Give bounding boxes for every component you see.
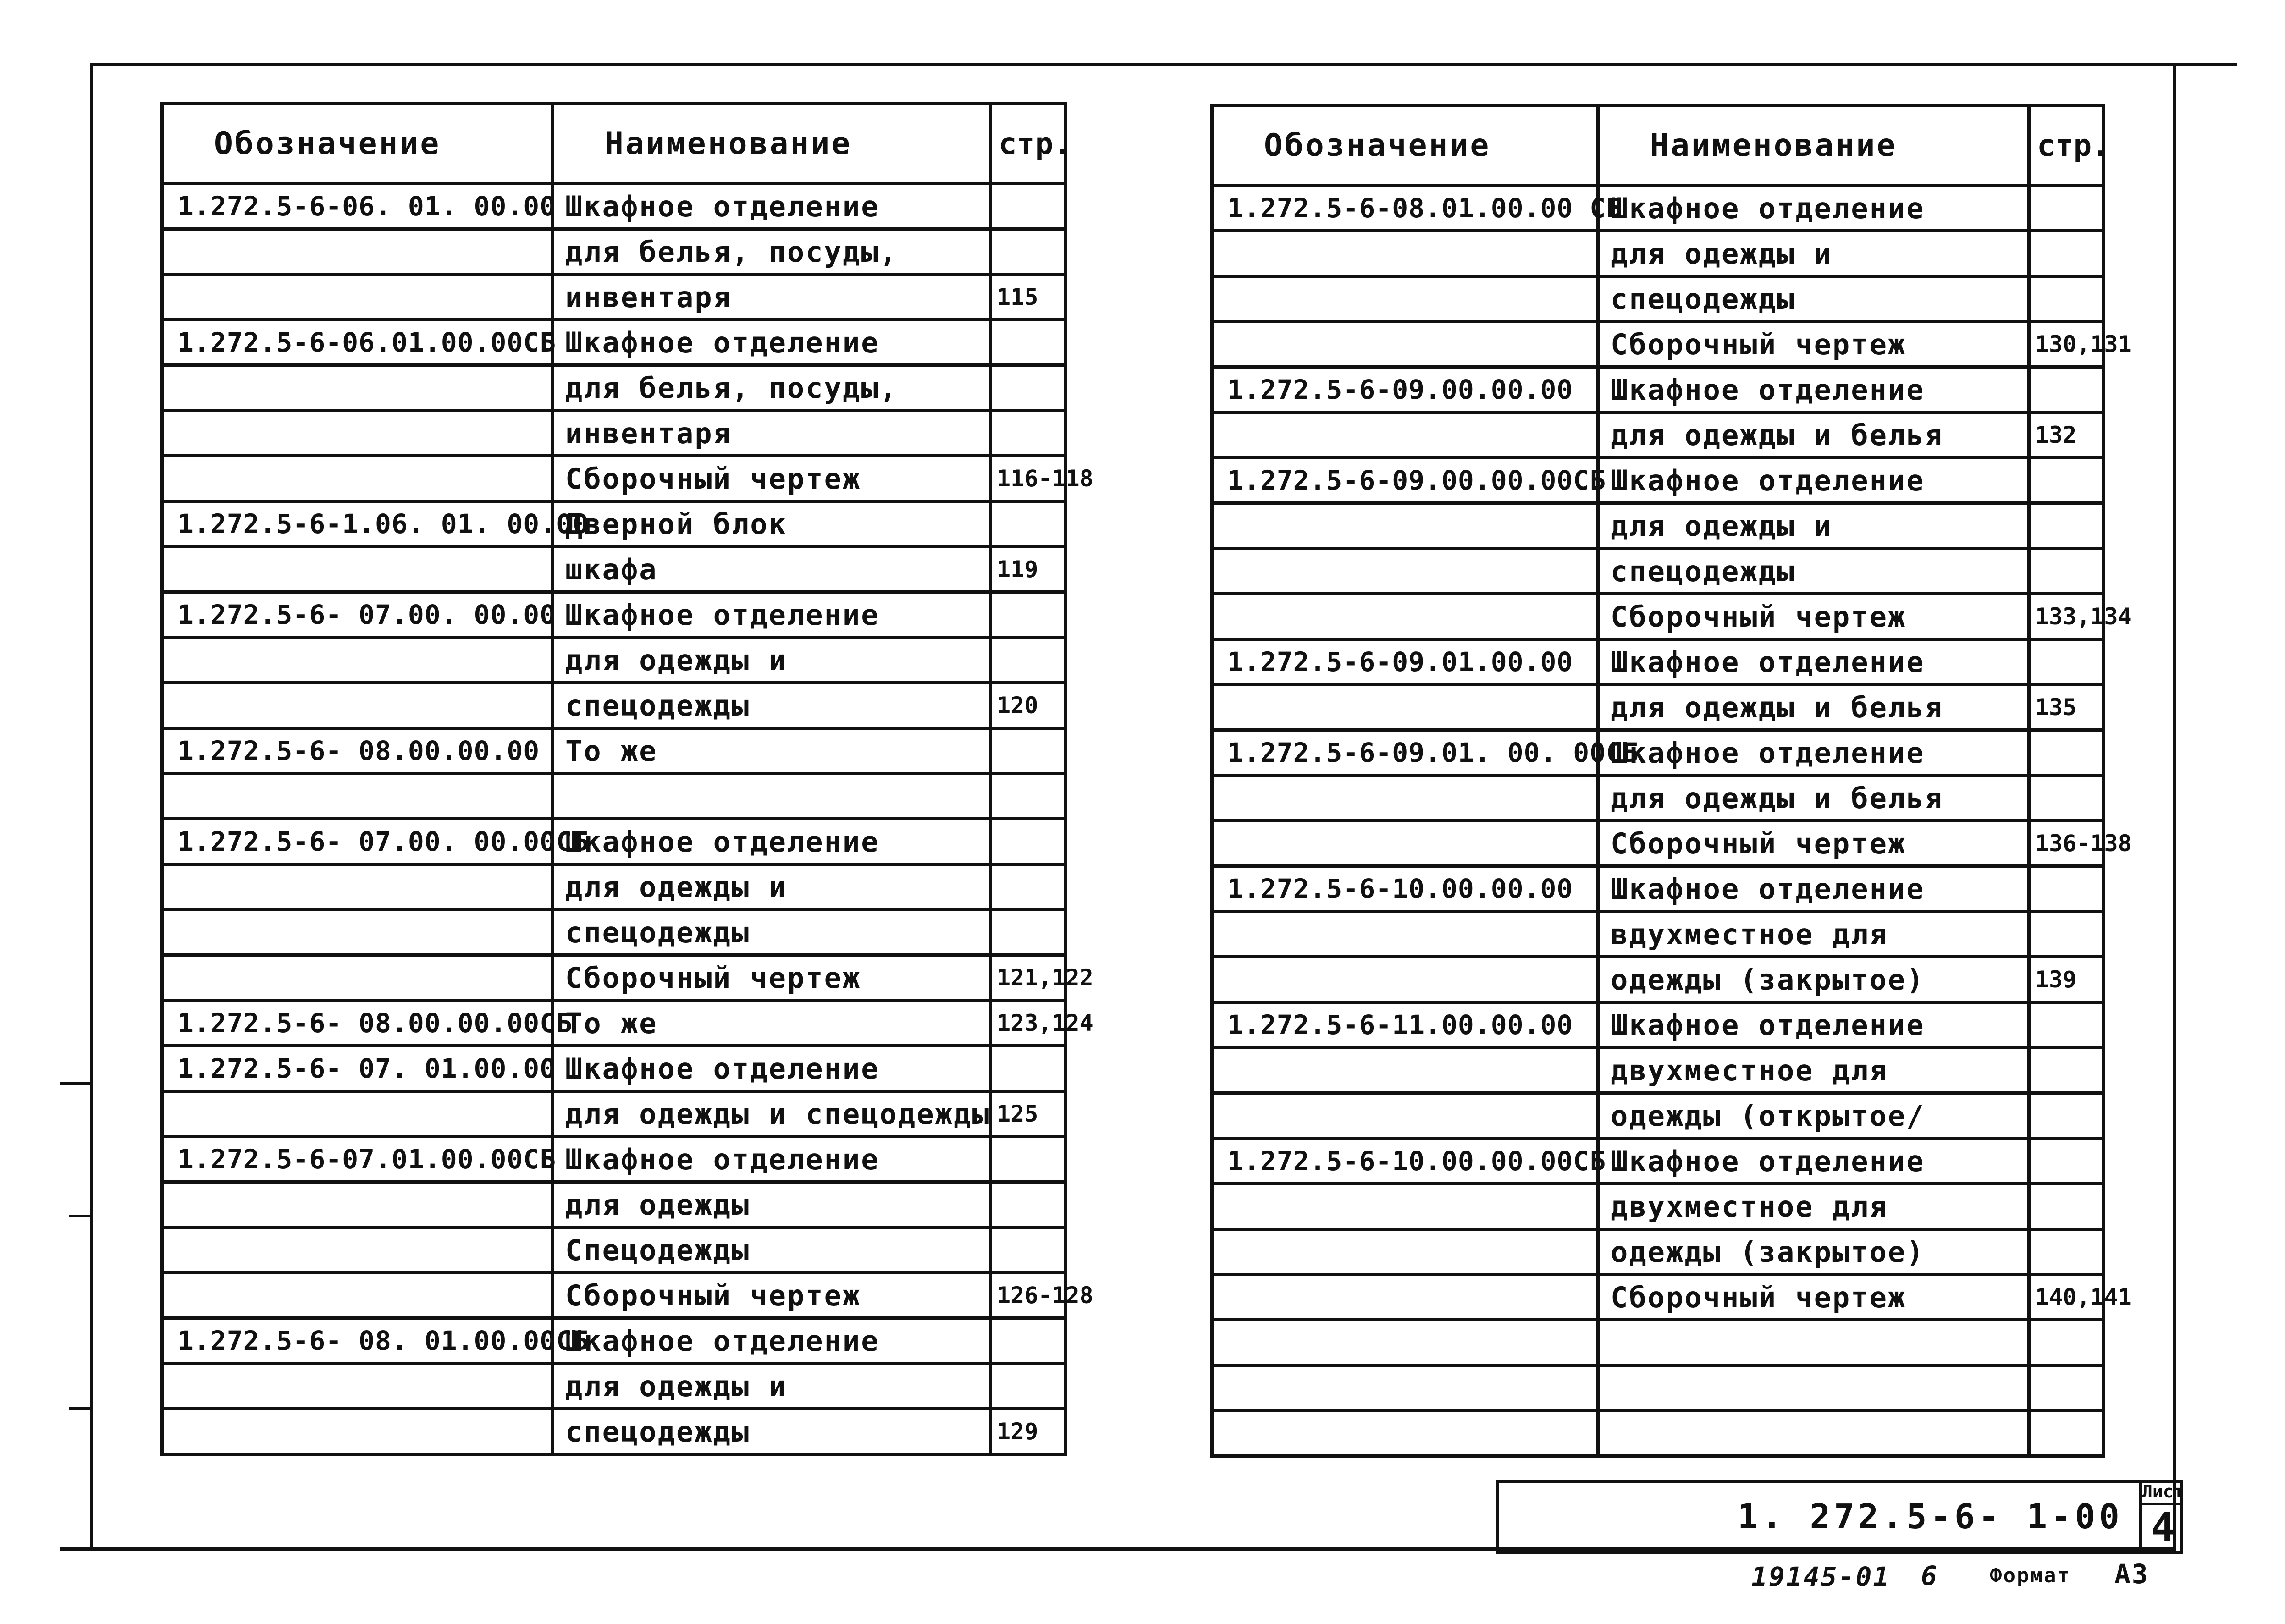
right-designation-cell: 1.272.5-6-09.00.00.00СБ (1212, 458, 1598, 503)
left-table-row (162, 411, 1065, 456)
left-table-row (162, 592, 1065, 638)
left-designation-cell: 1.272.5-6- 07.00. 00.00 (162, 592, 553, 638)
left-page-cell (991, 229, 1065, 275)
right-table-row (1212, 821, 2103, 866)
left-table-row (162, 1409, 1065, 1454)
right-designation-cell: 1.272.5-6-10.00.00.00 (1212, 866, 1598, 912)
left-page-cell (991, 1318, 1065, 1364)
left-designation-cell (162, 1364, 553, 1409)
left-table-row (162, 456, 1065, 501)
right-name-cell: Шкафное отделение (1598, 639, 2029, 685)
right-designation-cell (1212, 322, 1598, 367)
frame-left-line (90, 63, 93, 1547)
right-name-cell: для одежды и белья (1598, 413, 2029, 458)
right-name-cell: одежды (открытое/ (1598, 1093, 2029, 1139)
right-page-cell: 133,134 (2029, 594, 2103, 639)
left-designation-cell (162, 638, 553, 683)
right-header-designation: Обозначение (1212, 105, 1598, 186)
left-designation-cell (162, 1091, 553, 1137)
right-contents-table (1210, 104, 2132, 1458)
right-name-cell: Шкафное отделение (1598, 1002, 2029, 1048)
right-designation-cell (1212, 1229, 1598, 1275)
right-table-row (1212, 1139, 2103, 1184)
left-designation-cell (162, 1409, 553, 1454)
left-table-row (162, 910, 1065, 955)
right-name-cell: Сборочный чертеж (1598, 322, 2029, 367)
left-page-cell (991, 320, 1065, 365)
right-page-cell (2029, 1320, 2103, 1365)
right-table-row (1212, 776, 2103, 821)
format-label: Формат (1990, 1564, 2071, 1587)
right-page-cell (2029, 231, 2103, 276)
left-page-cell (991, 365, 1065, 411)
left-page-cell: 125 (991, 1091, 1065, 1137)
left-page-cell: 116-118 (991, 456, 1065, 501)
right-page-cell (2029, 1411, 2103, 1456)
right-page-cell: 140,141 (2029, 1275, 2103, 1320)
right-table-row (1212, 594, 2103, 639)
right-page-cell (2029, 776, 2103, 821)
left-name-cell: Шкафное отделение (553, 1137, 991, 1182)
left-page-cell: 121,122 (991, 955, 1065, 1001)
left-name-cell: для одежды и (553, 1364, 991, 1409)
right-page-cell: 130,131 (2029, 322, 2103, 367)
left-name-cell: для одежды и спецодежды (553, 1091, 991, 1137)
left-name-cell: спецодежды (553, 1409, 991, 1454)
right-page-cell: 139 (2029, 957, 2103, 1002)
left-name-cell: Сборочный чертеж (553, 456, 991, 501)
right-designation-cell (1212, 957, 1598, 1002)
right-designation-cell (1212, 912, 1598, 957)
left-table-row (162, 1364, 1065, 1409)
right-table-row (1212, 957, 2103, 1002)
left-designation-cell (162, 1228, 553, 1273)
right-table-row (1212, 549, 2103, 594)
left-page-cell (991, 411, 1065, 456)
right-designation-cell (1212, 685, 1598, 730)
right-designation-cell: 1.272.5-6-10.00.00.00СБ (1212, 1139, 1598, 1184)
left-name-cell: То же (553, 728, 991, 774)
right-page-cell (2029, 458, 2103, 503)
right-page-cell (2029, 186, 2103, 231)
right-designation-cell (1212, 821, 1598, 866)
right-name-cell: вдухместное для (1598, 912, 2029, 957)
left-table-row (162, 275, 1065, 320)
left-table-row (162, 1318, 1065, 1364)
left-table-row (162, 683, 1065, 728)
left-name-cell: инвентаря (553, 275, 991, 320)
right-designation-cell (1212, 231, 1598, 276)
left-page-cell (991, 1046, 1065, 1091)
right-page-cell (2029, 1048, 2103, 1093)
right-page-cell (2029, 639, 2103, 685)
left-designation-cell (162, 774, 553, 819)
left-name-cell: Сборочный чертеж (553, 1273, 991, 1318)
left-name-cell: для одежды и (553, 864, 991, 910)
right-table-row (1212, 458, 2103, 503)
left-table-row (162, 864, 1065, 910)
right-table-row (1212, 367, 2103, 413)
left-table-row (162, 1046, 1065, 1091)
frame-right-line (2173, 63, 2176, 1547)
right-name-cell: для одежды и белья (1598, 685, 2029, 730)
left-name-cell: Сборочный чертеж (553, 955, 991, 1001)
left-page-cell: 129 (991, 1409, 1065, 1454)
right-page-cell (2029, 549, 2103, 594)
right-page-cell (2029, 276, 2103, 322)
right-designation-cell (1212, 1184, 1598, 1229)
left-name-cell: инвентаря (553, 411, 991, 456)
right-name-cell: Сборочный чертеж (1598, 1275, 2029, 1320)
right-designation-cell (1212, 1048, 1598, 1093)
left-table-row (162, 229, 1065, 275)
left-table-row (162, 819, 1065, 864)
right-page-cell (2029, 367, 2103, 413)
left-designation-cell (162, 456, 553, 501)
left-designation-cell (162, 683, 553, 728)
right-name-cell: одежды (закрытое) (1598, 957, 2029, 1002)
left-name-cell: Шкафное отделение (553, 184, 991, 229)
right-designation-cell (1212, 503, 1598, 549)
right-table-row (1212, 1002, 2103, 1048)
right-page-cell (2029, 1184, 2103, 1229)
left-table-row (162, 320, 1065, 365)
right-table-row (1212, 730, 2103, 776)
left-table-row (162, 547, 1065, 592)
right-page-cell: 132 (2029, 413, 2103, 458)
left-page-cell: 120 (991, 683, 1065, 728)
left-designation-cell: 1.272.5-6-07.01.00.00СБ (162, 1137, 553, 1182)
left-designation-cell (162, 229, 553, 275)
left-designation-cell: 1.272.5-6- 08.00.00.00СБ (162, 1001, 553, 1046)
right-table-row (1212, 1184, 2103, 1229)
margin-tick-1 (60, 1082, 90, 1085)
right-designation-cell (1212, 276, 1598, 322)
right-name-cell (1598, 1320, 2029, 1365)
left-table-row (162, 638, 1065, 683)
right-page-cell (2029, 1139, 2103, 1184)
right-table-row (1212, 1411, 2103, 1456)
right-name-cell: Шкафное отделение (1598, 730, 2029, 776)
left-designation-cell (162, 955, 553, 1001)
left-designation-cell (162, 275, 553, 320)
right-table-row (1212, 186, 2103, 231)
left-page-cell: 115 (991, 275, 1065, 320)
left-header-designation: Обозначение (162, 104, 553, 184)
right-table-row (1212, 231, 2103, 276)
left-name-cell (553, 774, 991, 819)
right-name-cell: для одежды и (1598, 231, 2029, 276)
right-page-cell (2029, 1229, 2103, 1275)
right-table-row (1212, 1229, 2103, 1275)
right-table-row (1212, 413, 2103, 458)
left-page-cell (991, 501, 1065, 547)
left-table-row (162, 501, 1065, 547)
left-name-cell: спецодежды (553, 910, 991, 955)
format-value: А3 (2114, 1558, 2149, 1590)
left-designation-cell (162, 1273, 553, 1318)
right-page-cell (2029, 1002, 2103, 1048)
right-page-cell: 135 (2029, 685, 2103, 730)
left-page-cell (991, 774, 1065, 819)
left-designation-cell (162, 910, 553, 955)
right-page-cell (2029, 912, 2103, 957)
right-designation-cell: 1.272.5-6-11.00.00.00 (1212, 1002, 1598, 1048)
left-page-cell: 119 (991, 547, 1065, 592)
right-header-name: Наименование (1598, 105, 2029, 186)
right-designation-cell (1212, 1275, 1598, 1320)
left-name-cell: для одежды и (553, 638, 991, 683)
right-table-row (1212, 1320, 2103, 1365)
right-table-row (1212, 1048, 2103, 1093)
left-contents-table (160, 102, 1093, 1456)
right-table-row (1212, 866, 2103, 912)
left-designation-cell (162, 365, 553, 411)
left-name-cell: Шкафное отделение (553, 1318, 991, 1364)
left-designation-cell (162, 411, 553, 456)
left-designation-cell: 1.272.5-6- 08.00.00.00 (162, 728, 553, 774)
right-table-row (1212, 276, 2103, 322)
left-page-cell (991, 184, 1065, 229)
right-table-row (1212, 912, 2103, 957)
left-name-cell: для одежды (553, 1182, 991, 1228)
left-designation-cell (162, 547, 553, 592)
margin-tick-2 (69, 1215, 90, 1217)
left-name-cell: То же (553, 1001, 991, 1046)
right-name-cell: Шкафное отделение (1598, 458, 2029, 503)
left-page-cell (991, 638, 1065, 683)
right-name-cell: двухместное для (1598, 1048, 2029, 1093)
right-header-row (1212, 105, 2103, 186)
right-name-cell (1598, 1411, 2029, 1456)
left-name-cell: для белья, посуды, (553, 365, 991, 411)
right-designation-cell (1212, 549, 1598, 594)
right-designation-cell (1212, 776, 1598, 821)
left-table-row (162, 1273, 1065, 1318)
sheet-label: Лист (2142, 1481, 2184, 1502)
right-designation-cell (1212, 1093, 1598, 1139)
right-table-row (1212, 503, 2103, 549)
left-designation-cell: 1.272.5-6-06.01.00.00СБ (162, 320, 553, 365)
right-designation-cell (1212, 413, 1598, 458)
right-page-cell: 136-138 (2029, 821, 2103, 866)
right-designation-cell (1212, 1411, 1598, 1456)
right-name-cell: Шкафное отделение (1598, 186, 2029, 231)
left-name-cell: Шкафное отделение (553, 592, 991, 638)
left-page-cell (991, 819, 1065, 864)
right-designation-cell: 1.272.5-6-09.00.00.00 (1212, 367, 1598, 413)
left-designation-cell: 1.272.5-6- 07. 01.00.00 (162, 1046, 553, 1091)
right-table-row (1212, 1365, 2103, 1411)
left-header-row (162, 104, 1065, 184)
left-designation-cell: 1.272.5-6- 08. 01.00.00СБ (162, 1318, 553, 1364)
left-table-row (162, 365, 1065, 411)
left-page-cell: 123,124 (991, 1001, 1065, 1046)
left-page-cell (991, 910, 1065, 955)
left-page-cell (991, 1182, 1065, 1228)
left-table-row (162, 1228, 1065, 1273)
right-name-cell: спецодежды (1598, 549, 2029, 594)
left-designation-cell (162, 1182, 553, 1228)
right-name-cell: Шкафное отделение (1598, 1139, 2029, 1184)
right-page-cell (2029, 866, 2103, 912)
left-name-cell: Шкафное отделение (553, 819, 991, 864)
document-code: 1. 272.5-6- 1-00 (1738, 1497, 2123, 1536)
left-page-cell (991, 864, 1065, 910)
right-name-cell: Шкафное отделение (1598, 866, 2029, 912)
left-page-cell (991, 592, 1065, 638)
right-name-cell: Сборочный чертеж (1598, 594, 2029, 639)
left-table-row (162, 728, 1065, 774)
right-table-row (1212, 639, 2103, 685)
right-name-cell: одежды (закрытое) (1598, 1229, 2029, 1275)
left-page-cell (991, 1228, 1065, 1273)
left-table-row (162, 1182, 1065, 1228)
right-name-cell: Сборочный чертеж (1598, 821, 2029, 866)
left-table-row (162, 184, 1065, 229)
right-name-cell: для одежды и (1598, 503, 2029, 549)
left-designation-cell: 1.272.5-6-06. 01. 00.00 (162, 184, 553, 229)
left-table-row (162, 774, 1065, 819)
right-page-cell (2029, 1365, 2103, 1411)
right-table-row (1212, 1093, 2103, 1139)
right-name-cell: для одежды и белья (1598, 776, 2029, 821)
right-table-row (1212, 1275, 2103, 1320)
copy-number: 6 (1921, 1560, 1938, 1591)
left-table-row (162, 1137, 1065, 1182)
left-page-cell (991, 728, 1065, 774)
right-designation-cell: 1.272.5-6-09.01. 00. 00СБ (1212, 730, 1598, 776)
left-designation-cell: 1.272.5-6- 07.00. 00.00СБ (162, 819, 553, 864)
left-header-page: стр. (991, 104, 1065, 184)
left-name-cell: Шкафное отделение (553, 320, 991, 365)
left-table-row (162, 1001, 1065, 1046)
left-table-row (162, 1091, 1065, 1137)
left-table-row (162, 955, 1065, 1001)
left-name-cell: шкафа (553, 547, 991, 592)
left-designation-cell: 1.272.5-6-1.06. 01. 00.00 (162, 501, 553, 547)
left-name-cell: спецодежды (553, 683, 991, 728)
right-page-cell (2029, 503, 2103, 549)
right-designation-cell (1212, 1365, 1598, 1411)
right-name-cell: двухместное для (1598, 1184, 2029, 1229)
right-page-cell (2029, 730, 2103, 776)
sheet-number: 4 (2151, 1504, 2175, 1550)
frame-top-line (92, 63, 2237, 66)
right-designation-cell: 1.272.5-6-09.01.00.00 (1212, 639, 1598, 685)
right-header-page: стр. (2029, 105, 2103, 186)
right-designation-cell (1212, 594, 1598, 639)
right-name-cell: Шкафное отделение (1598, 367, 2029, 413)
margin-tick-3 (69, 1407, 90, 1410)
right-designation-cell: 1.272.5-6-08.01.00.00 СБ (1212, 186, 1598, 231)
right-designation-cell (1212, 1320, 1598, 1365)
left-name-cell: для белья, посуды, (553, 229, 991, 275)
left-header-name: Наименование (553, 104, 991, 184)
left-name-cell: Шкафное отделение (553, 1046, 991, 1091)
left-name-cell: Спецодежды (553, 1228, 991, 1273)
right-name-cell: спецодежды (1598, 276, 2029, 322)
left-page-cell (991, 1364, 1065, 1409)
left-name-cell: Дверной блок (553, 501, 991, 547)
left-page-cell: 126-128 (991, 1273, 1065, 1318)
left-designation-cell (162, 864, 553, 910)
left-page-cell (991, 1137, 1065, 1182)
right-table-row (1212, 685, 2103, 730)
right-table-row (1212, 322, 2103, 367)
inventory-number: 19145-01 (1751, 1561, 1891, 1592)
right-page-cell (2029, 1093, 2103, 1139)
right-name-cell (1598, 1365, 2029, 1411)
